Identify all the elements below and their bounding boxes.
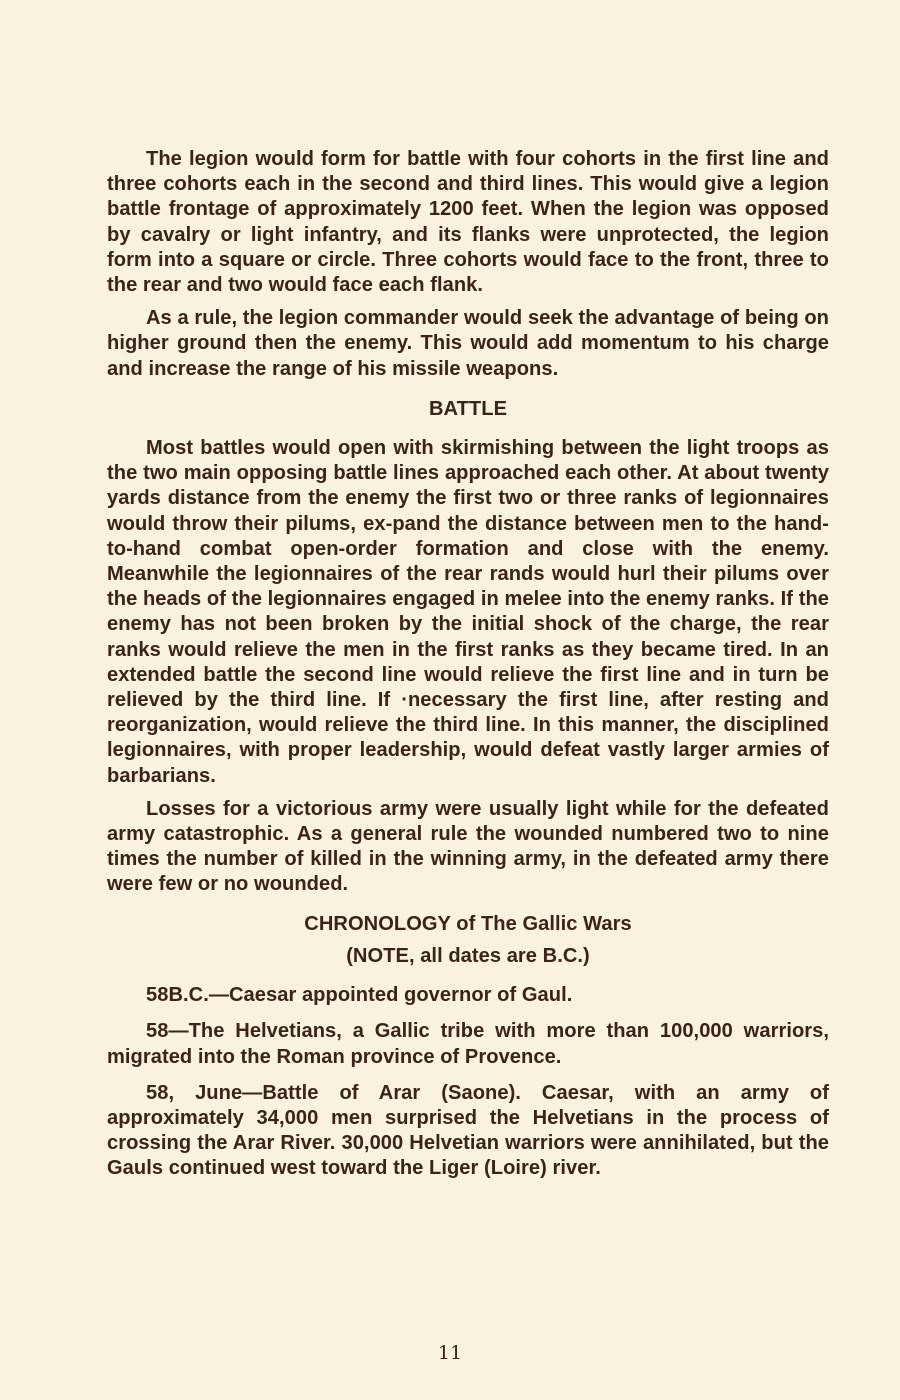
chronology-title: CHRONOLOGY of The Gallic Wars: [304, 912, 632, 935]
paragraph-legion-formation: The legion would form for battle with four cohorts in the first line and three cohorts each in the second and third lines. This would give a legion battle frontage of approximately 1200 feet. When the legion was opposed by cavalry or light infantry, and its flanks were unprotected, the legion form into a square or circle. Three cohorts would face to the front, three to the rear and two would face each flank.: [107, 148, 829, 297]
chronology-entry: 58, June—Battle of Arar (Saone). Caesar, with an army of approximately 34,000 men surprised the Helvetians in the process of crossing the Arar River. 30,000 Helvetian warriors were annihilated, but the Gauls continued west toward the Liger (Loire) river.: [107, 1081, 829, 1180]
section-heading-battle: BATTLE: [428, 397, 508, 420]
paragraph-higher-ground: As a rule, the legion commander would seek the advantage of being on higher ground then the enemy. This would add momentum to his charge and increase the range of his missile weapons.: [107, 307, 829, 380]
chronology-entry: 58B.C.—Caesar appointed governor of Gaul.: [146, 984, 573, 1007]
chronology-note: (NOTE, all dates are B.C.): [346, 944, 590, 967]
page-number: 11: [437, 1342, 463, 1364]
page-body: [107, 147, 829, 1182]
chronology-entry: 58—The Helvetians, a Gallic tribe with more than 100,000 warriors, migrated into the Roman province of Provence.: [107, 1020, 829, 1068]
paragraph-losses: Losses for a victorious army were usually light while for the defeated army catastrophic. As a general rule the wounded numbered two to nine times the number of killed in the winning army, in the defeated army there were few or no wounded.: [107, 797, 829, 896]
paragraph-battle-opening: Most battles would open with skirmishing between the light troops as the two main opposing battle lines approached each other. At about twenty yards distance from the enemy the first two or three ranks of legionnaires would throw their pilums, ex-pand the distance between men to the hand-to-hand combat open-order formation and close with the enemy. Meanwhile the legionnaires of the rear rands would hurl their pilums over the heads of the legionnaires engaged in melee into the enemy ranks. If the enemy has not been broken by the initial shock of the charge, the rear ranks would relieve the men in the first ranks as they became tired. In an extended battle the second line would relieve the first line and in turn be relieved by the third line. If ·necessary the first line, after resting and reorganization, would relieve the third line. In this manner, the disciplined legionnaires, with proper leadership, would defeat vastly larger armies of barbarians.: [107, 437, 829, 787]
